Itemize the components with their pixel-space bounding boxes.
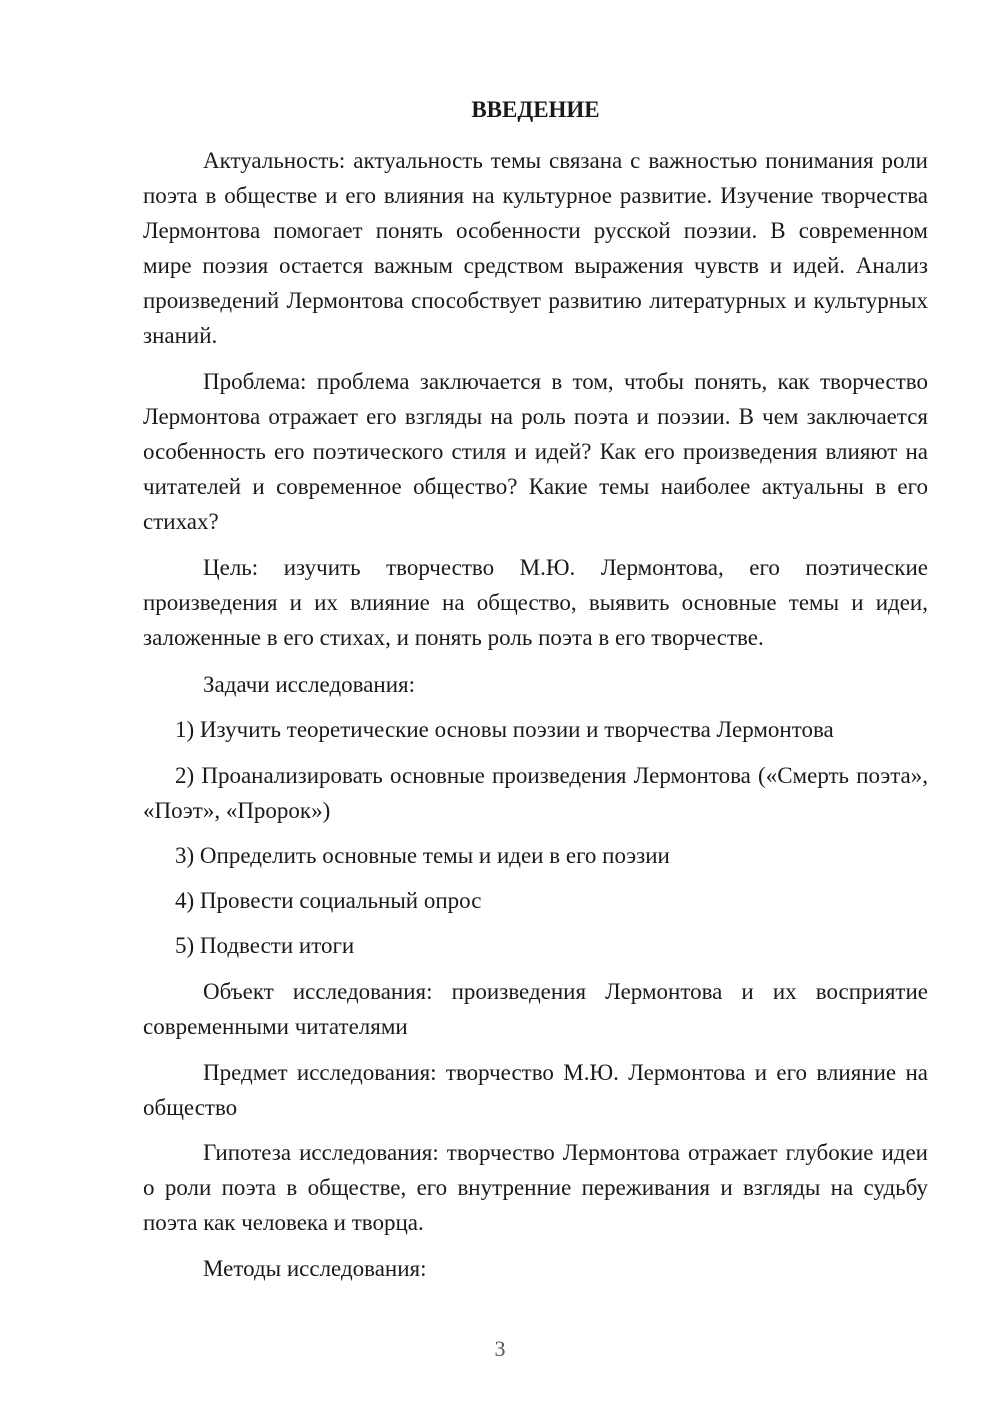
problem-paragraph: Проблема: проблема заключается в том, чтобы понять, как творчество Лермонтова отражает его взгляды на роль поэта и поэзии. В чем заключается особенность его поэтического стиля и идей? Как его произведения влияют на читателей и современное общество? Какие темы наиболее актуальны в его стихах? bbox=[143, 369, 928, 534]
task-item-1: 1) Изучить теоретические основы поэзии и творчества Лермонтова bbox=[175, 717, 834, 742]
task-item-2: 2) Проанализировать основные произведения Лермонтова («Смерть поэта», «Поэт», «Пророк») bbox=[143, 763, 928, 823]
task-item-4: 4) Провести социальный опрос bbox=[175, 888, 482, 913]
task-item-5: 5) Подвести итоги bbox=[175, 933, 355, 958]
relevance-paragraph: Актуальность: актуальность темы связана с важностью понимания роли поэта в обществе и его влияния на культурное развитие. Изучение творчества Лермонтова помогает понять особенности русской поэзии. В современном мире поэзия остается важным средством выражения чувств и идей. Анализ произведений Лермонтова способствует развитию литературных и культурных знаний. bbox=[143, 148, 928, 348]
object-paragraph: Объект исследования: произведения Лермонтова и их восприятие современными читателями bbox=[143, 979, 928, 1039]
page-number: 3 bbox=[494, 1336, 506, 1361]
hypothesis-paragraph: Гипотеза исследования: творчество Лермонтова отражает глубокие идеи о роли поэта в обществе, его внутренние переживания и взгляды на судьбу поэта как человека и творца. bbox=[143, 1140, 928, 1235]
task-item-3: 3) Определить основные темы и идеи в его поэзии bbox=[175, 843, 670, 868]
subject-paragraph: Предмет исследования: творчество М.Ю. Лермонтова и его влияние на общество bbox=[143, 1060, 928, 1120]
page-title: ВВЕДЕНИЕ bbox=[471, 97, 600, 122]
goal-paragraph: Цель: изучить творчество М.Ю. Лермонтова, его поэтические произведения и их влияние на общество, выявить основные темы и идеи, заложенные в его стихах, и понять роль поэта в его творчестве. bbox=[143, 555, 928, 650]
methods-heading: Методы исследования: bbox=[203, 1256, 427, 1281]
tasks-heading: Задачи исследования: bbox=[203, 672, 416, 697]
